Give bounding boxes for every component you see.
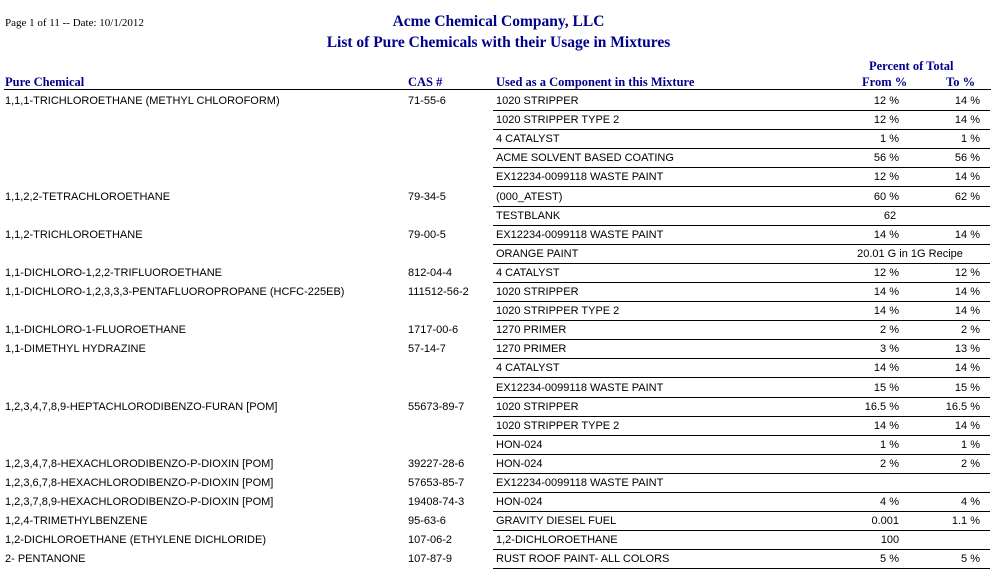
mixture-name: ACME SOLVENT BASED COATING [496, 152, 674, 165]
chemical-name: 1,1,1-TRICHLOROETHANE (METHYL CHLOROFORM) [5, 95, 280, 107]
chemical-name: 1,1-DICHLORO-1,2,2-TRIFLUOROETHANE [5, 266, 222, 279]
table-row [0, 474, 997, 493]
mixture-name: 1270 PRIMER [496, 324, 567, 337]
cas-number: 812-04-4 [408, 266, 453, 279]
chemical-name: 1,1,2,2-TETRACHLOROETHANE [5, 190, 171, 203]
table-row [0, 264, 997, 283]
to-percent: 14 % [954, 286, 980, 298]
mixture-name: 1270 PRIMER [496, 343, 567, 356]
from-percent: 12 % [873, 266, 899, 279]
table-row [0, 111, 997, 130]
mixture-name: (000_ATEST) [496, 190, 563, 203]
from-percent: 2 % [880, 324, 899, 337]
cas-number: 57-14-7 [408, 343, 446, 356]
from-percent: 1 % [880, 438, 899, 451]
chemical-name: 1,1-DIMETHYL HYDRAZINE [5, 343, 146, 356]
to-percent: 1.1 % [951, 515, 980, 528]
from-percent: 14 % [873, 228, 899, 241]
table-row [0, 207, 997, 226]
to-percent: 16.5 % [945, 400, 980, 413]
from-percent: 0.001 [871, 515, 899, 528]
column-header-chemical: Pure Chemical [5, 75, 85, 89]
cas-number: 55673-89-7 [408, 400, 465, 413]
mixture-name: 1020 STRIPPER TYPE 2 [496, 305, 620, 318]
to-percent: 62 % [954, 190, 980, 203]
table-row [0, 226, 997, 245]
table-row [0, 379, 997, 398]
table-row [0, 283, 997, 302]
mixture-name: 4 CATALYST [496, 266, 560, 279]
from-percent: 15 % [873, 381, 899, 394]
mixture-name: GRAVITY DIESEL FUEL [496, 515, 617, 528]
mixture-name: HON-024 [496, 457, 543, 470]
chemical-name: 1,2,3,4,7,8-HEXACHLORODIBENZO-P-DIOXIN [POM] [5, 457, 274, 470]
to-percent: 14 % [954, 362, 980, 375]
table-row [0, 302, 997, 321]
table-row [0, 130, 997, 149]
table-row [0, 245, 997, 264]
from-percent: 14 % [873, 305, 899, 318]
cas-number: 1717-00-6 [408, 324, 459, 337]
column-header-mixture: Used as a Component in this Mixture [496, 75, 695, 89]
to-percent: 12 % [954, 266, 980, 279]
cas-number: 111512-56-2 [408, 286, 469, 298]
to-percent: 13 % [954, 343, 980, 356]
from-percent: 1 % [880, 133, 899, 146]
to-percent: 2 % [961, 457, 980, 470]
to-percent: 14 % [954, 114, 980, 127]
table-row [0, 436, 997, 455]
mixture-name: EX12234-0099118 WASTE PAINT [496, 381, 664, 394]
from-percent: 14 % [873, 362, 899, 375]
cas-number: 57653-85-7 [408, 477, 465, 489]
report-title: List of Pure Chemicals with their Usage in Mixtures [326, 34, 671, 51]
percent-value: 62 [883, 209, 897, 222]
cas-number: 71-55-6 [408, 95, 446, 107]
from-percent: 12 % [873, 171, 899, 184]
cas-number: 79-34-5 [408, 190, 446, 203]
mixture-name: EX12234-0099118 WASTE PAINT [496, 228, 664, 241]
from-percent: 2 % [880, 457, 899, 470]
table-row [0, 531, 997, 550]
from-percent: 16.5 % [864, 400, 899, 413]
chemical-name: 1,2,4-TRIMETHYLBENZENE [5, 515, 148, 528]
to-percent: 1 % [961, 438, 980, 451]
table-row [0, 340, 997, 359]
from-percent: 12 % [873, 114, 899, 127]
mixture-name: 4 CATALYST [496, 362, 560, 375]
from-percent: 60 % [873, 190, 899, 203]
mixture-name: 1,2-DICHLOROETHANE [496, 534, 618, 547]
table-row [0, 149, 997, 168]
chemical-name: 2- PENTANONE [5, 553, 86, 566]
table-row [0, 398, 997, 417]
chemical-name: 1,1-DICHLORO-1-FLUOROETHANE [5, 324, 186, 337]
from-percent: 14 % [873, 419, 899, 432]
cas-number: 79-00-5 [408, 228, 446, 241]
mixture-name: RUST ROOF PAINT- ALL COLORS [496, 553, 670, 566]
from-percent: 4 % [880, 496, 899, 509]
to-percent: 5 % [961, 553, 980, 566]
to-percent: 56 % [954, 152, 980, 165]
header-divider [4, 89, 991, 90]
mixture-name: 1020 STRIPPER TYPE 2 [496, 114, 620, 127]
cas-number: 19408-74-3 [408, 496, 465, 509]
cas-number: 95-63-6 [408, 515, 446, 528]
from-percent: 3 % [880, 343, 899, 356]
to-percent: 14 % [954, 171, 980, 184]
table-row [0, 512, 997, 531]
mixture-name: 1020 STRIPPER [496, 400, 579, 413]
column-header-to: To % [946, 75, 976, 89]
table-row [0, 359, 997, 378]
mixture-name: 1020 STRIPPER [496, 286, 579, 298]
mixture-name: EX12234-0099118 WASTE PAINT [496, 477, 664, 489]
from-percent: 14 % [873, 286, 899, 298]
to-percent: 14 % [954, 228, 980, 241]
to-percent: 14 % [954, 305, 980, 318]
to-percent: 14 % [954, 419, 980, 432]
table-row [0, 188, 997, 207]
cas-number: 107-06-2 [408, 534, 453, 547]
mixture-name: HON-024 [496, 438, 543, 451]
mixture-name: EX12234-0099118 WASTE PAINT [496, 171, 664, 184]
table-row [0, 550, 997, 569]
table-row [0, 493, 997, 512]
mixture-name: HON-024 [496, 496, 543, 509]
mixture-name: 1020 STRIPPER TYPE 2 [496, 419, 620, 432]
row-divider [493, 568, 990, 569]
table-row [0, 92, 997, 111]
column-header-cas: CAS # [408, 75, 443, 89]
mixture-name: TESTBLANK [496, 209, 561, 222]
mixture-name: 1020 STRIPPER [496, 95, 579, 107]
percent-group-header: Percent of Total [869, 59, 954, 73]
chemical-name: 1,2,3,4,7,8,9-HEPTACHLORODIBENZO-FURAN [POM] [5, 400, 278, 413]
from-percent: 56 % [873, 152, 899, 165]
table-row [0, 168, 997, 187]
chemical-name: 1,2,3,6,7,8-HEXACHLORODIBENZO-P-DIOXIN [POM] [5, 477, 274, 489]
to-percent: 14 % [954, 95, 980, 107]
to-percent: 2 % [961, 324, 980, 337]
company-name: Acme Chemical Company, LLC [392, 13, 605, 30]
to-percent: 1 % [961, 133, 980, 146]
to-percent: 15 % [954, 381, 980, 394]
table-row [0, 321, 997, 340]
page-info: Page 1 of 11 -- Date: 10/1/2012 [5, 17, 144, 29]
table-row [0, 417, 997, 436]
mixture-name: 4 CATALYST [496, 133, 560, 146]
chemical-name: 1,1-DICHLORO-1,2,3,3,3-PENTAFLUOROPROPANE (HCFC-225EB) [5, 286, 345, 298]
to-percent: 4 % [961, 496, 980, 509]
cas-number: 107-87-9 [408, 553, 453, 566]
from-percent: 12 % [873, 95, 899, 107]
chemical-name: 1,2,3,7,8,9-HEXACHLORODIBENZO-P-DIOXIN [POM] [5, 496, 274, 509]
cas-number: 39227-28-6 [408, 457, 465, 470]
mixture-name: ORANGE PAINT [496, 247, 579, 260]
table-row [0, 455, 997, 474]
chemical-name: 1,2-DICHLOROETHANE (ETHYLENE DICHLORIDE) [5, 534, 266, 547]
percent-value: 100 [880, 534, 900, 547]
chemical-name: 1,1,2-TRICHLOROETHANE [5, 228, 143, 241]
column-header-from: From % [862, 75, 908, 89]
recipe-note: 20.01 G in 1G Recipe [857, 247, 963, 260]
from-percent: 5 % [880, 553, 899, 566]
